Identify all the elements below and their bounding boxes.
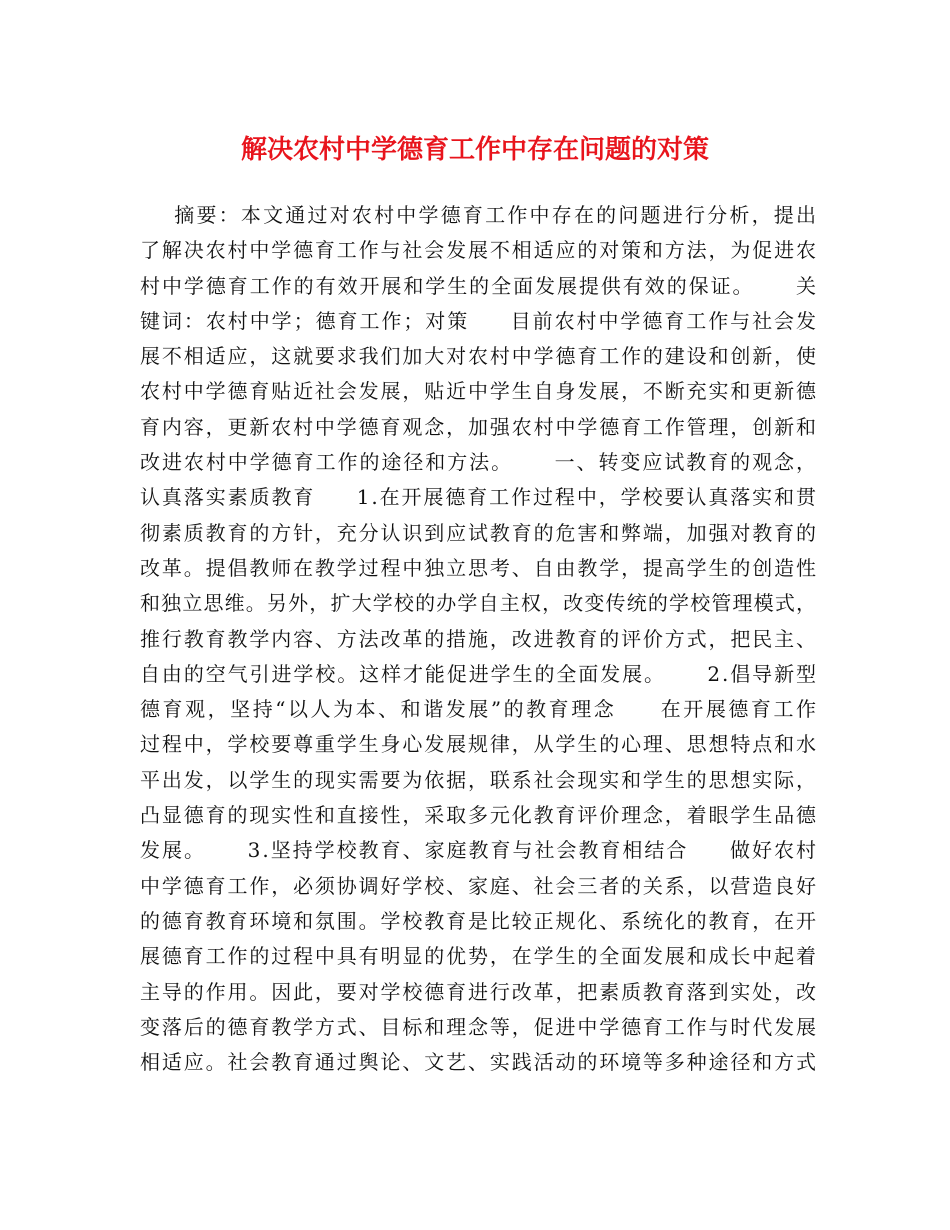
body-line: 改革。提倡教师在教学过程中独立思考、自由教学，提高学生的创造性: [140, 555, 818, 580]
body-line: 认真落实素质教育 1.在开展德育工作过程中，学校要认真落实和贯: [140, 485, 818, 510]
body-line: 的德育教育环境和氛围。学校教育是比较正规化、系统化的教育，在开: [140, 908, 818, 933]
body-line: 变落后的德育教学方式、目标和理念等，促进中学德育工作与时代发展: [140, 1014, 818, 1039]
body-line: 凸显德育的现实性和直接性，采取多元化教育评价理念，着眼学生品德: [140, 803, 818, 828]
body-line: 自由的空气引进学校。这样才能促进学生的全面发展。 2.倡导新型: [140, 661, 818, 686]
body-line: 主导的作用。因此，要对学校德育进行改革，把素质教育落到实处，改: [140, 979, 818, 1004]
body-line: 德育观，坚持“以人为本、和谐发展”的教育理念 在开展德育工作: [140, 697, 819, 722]
body-line: 推行教育教学内容、方法改革的措施，改进教育的评价方式，把民主、: [140, 626, 818, 651]
body-line: 发展。 3.坚持学校教育、家庭教育与社会教育相结合 做好农村: [140, 838, 818, 863]
body-line: 键词：农村中学；德育工作；对策 目前农村中学德育工作与社会发: [140, 308, 818, 333]
body-line: 过程中，学校要尊重学生身心发展规律，从学生的心理、思想特点和水: [140, 732, 818, 757]
body-line: 展不相适应，这就要求我们加大对农村中学德育工作的建设和创新，使: [140, 344, 818, 369]
body-line: 平出发，以学生的现实需要为依据，联系社会现实和学生的思想实际，: [140, 767, 818, 792]
body-line: 彻素质教育的方针，充分认识到应试教育的危害和弊端，加强对教育的: [140, 520, 818, 545]
document-body: [140, 198, 830, 1080]
body-line: 摘要：本文通过对农村中学德育工作中存在的问题进行分析，提出: [140, 203, 819, 227]
document-title: 解决农村中学德育工作中存在问题的对策: [240, 135, 709, 165]
body-line: 中学德育工作，必须协调好学校、家庭、社会三者的关系，以营造良好: [140, 873, 818, 898]
body-line: 了解决农村中学德育工作与社会发展不相适应的对策和方法，为促进农: [140, 238, 818, 263]
body-line: 育内容，更新农村中学德育观念，加强农村中学德育工作管理，创新和: [140, 414, 818, 439]
body-line: 相适应。社会教育通过舆论、文艺、实践活动的环境等多种途径和方式: [140, 1050, 818, 1075]
body-line: 展德育工作的过程中具有明显的优势，在学生的全面发展和成长中起着: [140, 944, 818, 969]
body-line: 改进农村中学德育工作的途径和方法。 一、转变应试教育的观念，: [140, 450, 818, 475]
body-line: 和独立思维。另外，扩大学校的办学自主权，改变传统的学校管理模式，: [140, 591, 818, 616]
body-line: 农村中学德育贴近社会发展，贴近中学生自身发展，不断充实和更新德: [140, 379, 818, 404]
body-line: 村中学德育工作的有效开展和学生的全面发展提供有效的保证。 关: [140, 273, 818, 298]
